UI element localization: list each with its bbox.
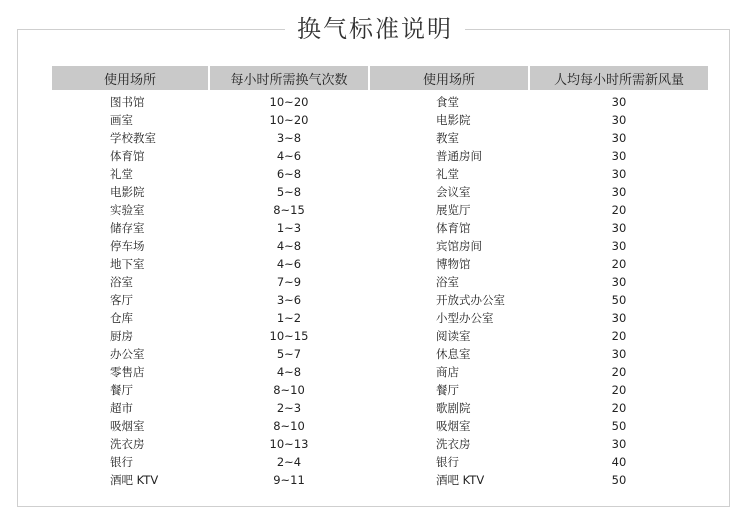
column-header-fresh-air: 人均每小时所需新风量 xyxy=(530,66,708,90)
table-row xyxy=(370,255,708,273)
table-row xyxy=(370,273,708,291)
table-row xyxy=(52,471,368,489)
table-row xyxy=(370,237,708,255)
value-cell: 50 xyxy=(611,293,627,307)
place-cell: 银行 xyxy=(436,455,459,469)
place-cell: 教室 xyxy=(436,131,459,145)
column-header-place: 使用场所 xyxy=(52,66,210,90)
table-row xyxy=(52,417,368,435)
value-cell: 1~2 xyxy=(276,311,302,325)
place-cell: 酒吧 KTV xyxy=(436,473,485,487)
value-cell: 8~10 xyxy=(273,419,305,433)
table-row xyxy=(52,147,368,165)
table-row xyxy=(370,183,708,201)
column-header-place: 使用场所 xyxy=(370,66,530,90)
table-row xyxy=(370,111,708,129)
place-cell: 电影院 xyxy=(110,185,145,199)
value-cell: 2~3 xyxy=(276,401,302,415)
value-cell: 30 xyxy=(611,149,627,163)
value-cell: 30 xyxy=(611,437,627,451)
place-cell: 洗衣房 xyxy=(436,437,471,451)
place-cell: 浴室 xyxy=(436,275,459,289)
place-cell: 酒吧 KTV xyxy=(110,473,159,487)
value-cell: 10~15 xyxy=(269,329,309,343)
place-cell: 图书馆 xyxy=(110,95,145,109)
table-row xyxy=(52,345,368,363)
value-cell: 4~6 xyxy=(276,257,302,271)
value-cell: 4~8 xyxy=(276,365,302,379)
table-row xyxy=(370,399,708,417)
place-cell: 厨房 xyxy=(110,329,133,343)
value-cell: 8~15 xyxy=(273,203,305,217)
value-cell: 50 xyxy=(611,419,627,433)
table-row xyxy=(52,273,368,291)
value-cell: 30 xyxy=(611,113,627,127)
place-cell: 画室 xyxy=(110,113,133,127)
table-row xyxy=(52,291,368,309)
table-row xyxy=(52,183,368,201)
value-cell: 30 xyxy=(611,131,627,145)
place-cell: 礼堂 xyxy=(110,167,133,181)
page-title xyxy=(0,11,750,47)
table-header-row xyxy=(370,66,708,90)
place-cell: 歌剧院 xyxy=(436,401,471,415)
table-row xyxy=(52,255,368,273)
place-cell: 储存室 xyxy=(110,221,145,235)
place-cell: 礼堂 xyxy=(436,167,459,181)
air-change-table-body xyxy=(52,90,368,489)
place-cell: 餐厅 xyxy=(110,383,133,397)
value-cell: 20 xyxy=(611,383,627,397)
place-cell: 办公室 xyxy=(110,347,145,361)
value-cell: 30 xyxy=(611,275,627,289)
table-row xyxy=(370,309,708,327)
table-row xyxy=(370,471,708,489)
value-cell: 5~8 xyxy=(276,185,302,199)
value-cell: 3~6 xyxy=(276,293,302,307)
table-row xyxy=(370,435,708,453)
fresh-air-table-body xyxy=(370,90,708,489)
table-row xyxy=(370,219,708,237)
table-row xyxy=(370,381,708,399)
value-cell: 20 xyxy=(611,203,627,217)
place-cell: 学校教室 xyxy=(110,131,156,145)
table-header-row xyxy=(52,66,368,90)
place-cell: 浴室 xyxy=(110,275,133,289)
place-cell: 餐厅 xyxy=(436,383,459,397)
table-row xyxy=(370,327,708,345)
value-cell: 30 xyxy=(611,311,627,325)
table-row xyxy=(370,291,708,309)
table-row xyxy=(52,90,368,111)
value-cell: 30 xyxy=(611,221,627,235)
value-cell: 6~8 xyxy=(276,167,302,181)
place-cell: 银行 xyxy=(110,455,133,469)
place-cell: 阅读室 xyxy=(436,329,471,343)
value-cell: 5~7 xyxy=(276,347,302,361)
place-cell: 洗衣房 xyxy=(110,437,145,451)
value-cell: 20 xyxy=(611,257,627,271)
air-change-table xyxy=(52,66,368,489)
place-cell: 会议室 xyxy=(436,185,471,199)
table-row xyxy=(52,309,368,327)
place-cell: 博物馆 xyxy=(436,257,471,271)
table-row xyxy=(370,453,708,471)
value-cell: 10~20 xyxy=(269,95,309,109)
table-row xyxy=(52,327,368,345)
place-cell: 食堂 xyxy=(436,95,459,109)
fresh-air-table xyxy=(370,66,708,489)
table-row xyxy=(52,129,368,147)
table-row xyxy=(52,237,368,255)
value-cell: 30 xyxy=(611,167,627,181)
place-cell: 仓库 xyxy=(110,311,133,325)
place-cell: 电影院 xyxy=(436,113,471,127)
table-row xyxy=(52,219,368,237)
table-row xyxy=(52,363,368,381)
place-cell: 地下室 xyxy=(110,257,145,271)
value-cell: 9~11 xyxy=(273,473,305,487)
value-cell: 4~6 xyxy=(276,149,302,163)
table-row xyxy=(52,201,368,219)
place-cell: 吸烟室 xyxy=(436,419,471,433)
table-row xyxy=(370,201,708,219)
table-row xyxy=(370,165,708,183)
place-cell: 实验室 xyxy=(110,203,145,217)
place-cell: 吸烟室 xyxy=(110,419,145,433)
place-cell: 开放式办公室 xyxy=(436,293,505,307)
value-cell: 50 xyxy=(611,473,627,487)
value-cell: 8~10 xyxy=(273,383,305,397)
table-row xyxy=(370,90,708,111)
place-cell: 体育馆 xyxy=(110,149,145,163)
value-cell: 10~20 xyxy=(269,113,309,127)
table-row xyxy=(52,111,368,129)
column-header-air-changes: 每小时所需换气次数 xyxy=(210,66,368,90)
place-cell: 普通房间 xyxy=(436,149,482,163)
table-row xyxy=(370,129,708,147)
value-cell: 20 xyxy=(611,329,627,343)
table-row xyxy=(370,417,708,435)
value-cell: 30 xyxy=(611,95,627,109)
value-cell: 30 xyxy=(611,239,627,253)
place-cell: 体育馆 xyxy=(436,221,471,235)
value-cell: 40 xyxy=(611,455,627,469)
place-cell: 超市 xyxy=(110,401,133,415)
value-cell: 30 xyxy=(611,347,627,361)
place-cell: 小型办公室 xyxy=(436,311,494,325)
value-cell: 1~3 xyxy=(276,221,302,235)
table-row xyxy=(370,345,708,363)
place-cell: 商店 xyxy=(436,365,459,379)
place-cell: 客厅 xyxy=(110,293,133,307)
value-cell: 20 xyxy=(611,365,627,379)
value-cell: 7~9 xyxy=(276,275,302,289)
place-cell: 零售店 xyxy=(110,365,145,379)
table-row xyxy=(370,363,708,381)
table-row xyxy=(52,399,368,417)
place-cell: 休息室 xyxy=(436,347,471,361)
value-cell: 4~8 xyxy=(276,239,302,253)
value-cell: 20 xyxy=(611,401,627,415)
place-cell: 宾馆房间 xyxy=(436,239,482,253)
table-row xyxy=(52,165,368,183)
table-row xyxy=(52,381,368,399)
value-cell: 30 xyxy=(611,185,627,199)
value-cell: 3~8 xyxy=(276,131,302,145)
value-cell: 2~4 xyxy=(276,455,302,469)
place-cell: 停车场 xyxy=(110,239,145,253)
place-cell: 展览厅 xyxy=(436,203,471,217)
page-title-text: 换气标准说明 xyxy=(285,15,465,43)
table-row xyxy=(52,453,368,471)
table-row xyxy=(52,435,368,453)
value-cell: 10~13 xyxy=(269,437,309,451)
table-row xyxy=(370,147,708,165)
